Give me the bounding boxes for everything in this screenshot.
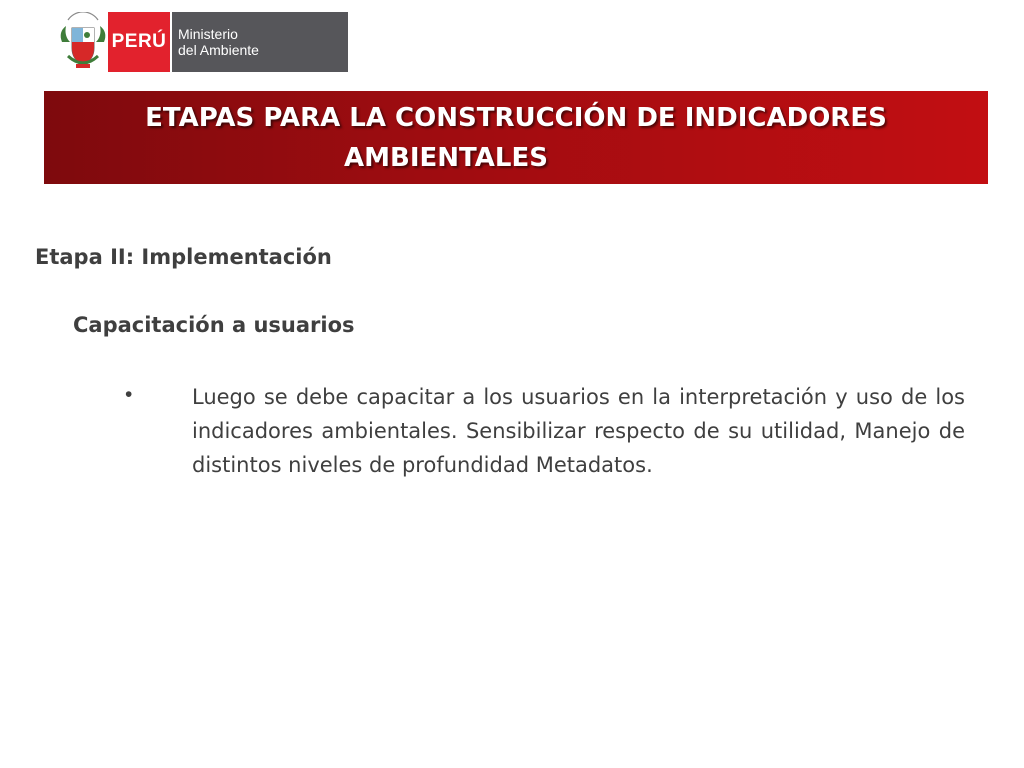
title-line-2: AMBIENTALES — [344, 142, 548, 173]
title-line-1: ETAPAS PARA LA CONSTRUCCIÓN DE INDICADORES — [145, 102, 887, 133]
ministry-line-1: Ministerio — [178, 26, 238, 42]
bullet-marker: • — [125, 383, 133, 406]
coat-of-arms-icon — [58, 12, 108, 72]
ministry-line-2: del Ambiente — [178, 42, 259, 58]
bullet-paragraph: Luego se debe capacitar a los usuarios en la interpretación y uso de los indicadores ambientales. Sensibilizar respecto de su utilidad, Manejo de distintos niveles de profundidad Metadatos. — [192, 385, 965, 477]
title-banner — [44, 91, 988, 184]
country-label: PERÚ — [108, 12, 172, 72]
ministry-logo — [58, 12, 348, 72]
ministry-name — [172, 12, 348, 72]
slide-title — [66, 98, 966, 178]
subheading: Capacitación a usuarios — [73, 313, 355, 337]
stage-heading: Etapa II: Implementación — [35, 245, 332, 269]
